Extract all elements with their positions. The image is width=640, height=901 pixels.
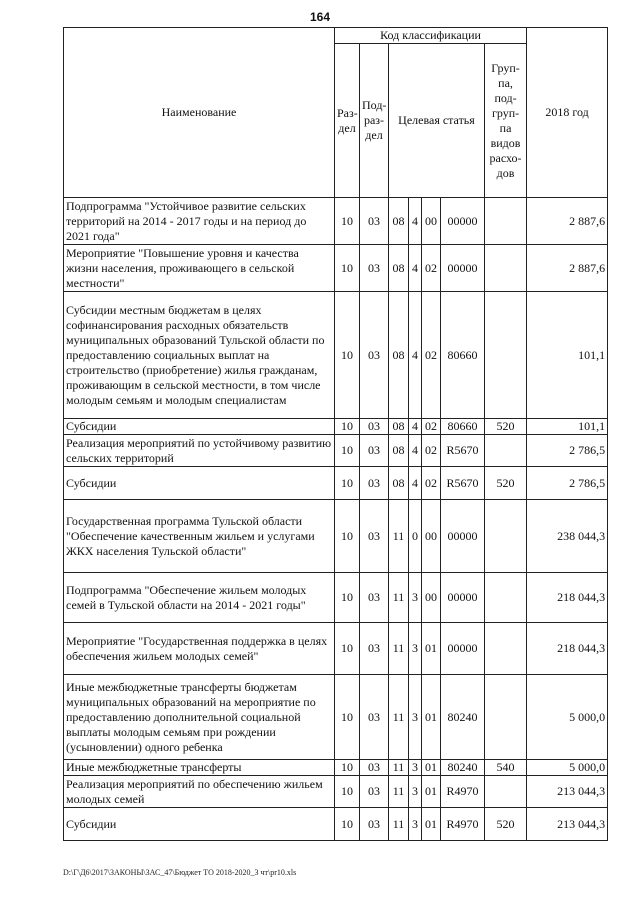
row-razdel: 10 [335,623,360,675]
row-group: 520 [485,808,527,841]
row-target-subprogram: 4 [409,467,422,500]
row-target-direction: 00000 [441,500,485,573]
header-razdel: Раз- дел [335,44,360,198]
row-group [485,776,527,808]
table-row [64,675,608,760]
row-razdel: 10 [335,467,360,500]
row-razdel: 10 [335,435,360,467]
row-amount-2018: 2 786,5 [527,435,608,467]
row-target-program: 11 [389,776,409,808]
row-target-measure: 02 [422,419,441,435]
row-podrazdel: 03 [360,467,389,500]
table-row [64,467,608,500]
row-target-program: 08 [389,467,409,500]
row-target-measure: 02 [422,467,441,500]
row-podrazdel: 03 [360,760,389,776]
row-target-measure: 02 [422,245,441,292]
row-amount-2018: 213 044,3 [527,776,608,808]
row-target-direction: 00000 [441,573,485,623]
row-podrazdel: 03 [360,198,389,245]
row-target-subprogram: 4 [409,245,422,292]
row-amount-2018: 218 044,3 [527,573,608,623]
row-razdel: 10 [335,675,360,760]
row-target-measure: 01 [422,623,441,675]
row-target-subprogram: 4 [409,292,422,419]
row-name: Мероприятие "Повышение уровня и качества жизни населения, проживающего в сельской местности" [64,245,335,292]
row-razdel: 10 [335,292,360,419]
row-podrazdel: 03 [360,808,389,841]
row-target-subprogram: 3 [409,760,422,776]
row-group: 540 [485,760,527,776]
table-row [64,198,608,245]
row-target-direction: 80240 [441,675,485,760]
row-target-direction: 00000 [441,623,485,675]
budget-table [63,27,608,841]
header-name: Наименование [64,28,335,198]
page-number: 164 [309,10,331,24]
row-group [485,573,527,623]
row-amount-2018: 218 044,3 [527,623,608,675]
header-target: Целевая статья [389,44,485,198]
row-podrazdel: 03 [360,675,389,760]
row-amount-2018: 2 887,6 [527,198,608,245]
table-row [64,776,608,808]
file-path-footer: D:\Г\Д6\2017\ЗАКОНЫ\ЗАС_47\Бюджет ТО 2018-2020_3 чт\pr10.xls [63,868,297,877]
header-year: 2018 год [527,28,608,198]
table-row [64,760,608,776]
row-target-program: 11 [389,500,409,573]
row-target-subprogram: 4 [409,435,422,467]
row-group [485,675,527,760]
row-target-measure: 02 [422,292,441,419]
row-target-program: 11 [389,808,409,841]
row-razdel: 10 [335,198,360,245]
row-podrazdel: 03 [360,419,389,435]
row-target-program: 11 [389,675,409,760]
row-target-subprogram: 3 [409,675,422,760]
row-target-program: 08 [389,198,409,245]
row-target-subprogram: 3 [409,623,422,675]
row-target-measure: 01 [422,675,441,760]
row-amount-2018: 2 786,5 [527,467,608,500]
row-target-direction: R4970 [441,808,485,841]
row-name: Иные межбюджетные трансферты бюджетам муниципальных образований на мероприятие по предоставлению дополнительной социальной выплаты молодым семьям при рождении (усыновлении) одного ребенка [64,675,335,760]
row-target-subprogram: 0 [409,500,422,573]
table-row [64,500,608,573]
row-razdel: 10 [335,245,360,292]
table-row [64,573,608,623]
row-target-measure: 02 [422,435,441,467]
row-target-measure: 01 [422,776,441,808]
table-row [64,808,608,841]
row-podrazdel: 03 [360,776,389,808]
row-amount-2018: 213 044,3 [527,808,608,841]
row-target-subprogram: 4 [409,198,422,245]
row-target-direction: 80660 [441,419,485,435]
row-name: Иные межбюджетные трансферты [64,760,335,776]
row-group [485,245,527,292]
row-target-subprogram: 3 [409,808,422,841]
row-target-direction: R5670 [441,435,485,467]
table-row [64,623,608,675]
row-name: Субсидии [64,808,335,841]
row-group: 520 [485,467,527,500]
row-group [485,198,527,245]
row-razdel: 10 [335,500,360,573]
row-name: Субсидии местным бюджетам в целях софинансирования расходных обязательств муниципальных образований Тульской области по предоставлению социальных выплат на строительство (приобретение) жилья гражданам, проживающим в сельской местности, в том числе молодым семьям и молодым специалистам [64,292,335,419]
row-amount-2018: 238 044,3 [527,500,608,573]
row-amount-2018: 2 887,6 [527,245,608,292]
row-razdel: 10 [335,760,360,776]
row-target-direction: 80240 [441,760,485,776]
row-amount-2018: 101,1 [527,419,608,435]
row-podrazdel: 03 [360,245,389,292]
row-target-direction: 80660 [441,292,485,419]
row-group [485,500,527,573]
row-podrazdel: 03 [360,623,389,675]
row-name: Подпрограмма "Устойчивое развитие сельских территорий на 2014 - 2017 годы и на период до 2021 года" [64,198,335,245]
row-razdel: 10 [335,808,360,841]
row-target-program: 11 [389,573,409,623]
row-amount-2018: 5 000,0 [527,675,608,760]
row-target-program: 08 [389,292,409,419]
header-podrazdel: Под- раз- дел [360,44,389,198]
row-target-program: 11 [389,623,409,675]
header-group: Груп- па, под- груп- па видов расхо- дов [485,44,527,198]
row-target-program: 08 [389,419,409,435]
row-name: Государственная программа Тульской области "Обеспечение качественным жильем и услугами ЖКХ населения Тульской области" [64,500,335,573]
row-podrazdel: 03 [360,573,389,623]
row-name: Субсидии [64,419,335,435]
row-podrazdel: 03 [360,292,389,419]
row-razdel: 10 [335,573,360,623]
row-target-measure: 01 [422,808,441,841]
row-group: 520 [485,419,527,435]
row-name: Подпрограмма "Обеспечение жильем молодых семей в Тульской области на 2014 - 2021 годы" [64,573,335,623]
row-target-measure: 00 [422,198,441,245]
row-target-direction: 00000 [441,198,485,245]
row-razdel: 10 [335,776,360,808]
table-row [64,435,608,467]
row-target-program: 08 [389,245,409,292]
row-target-subprogram: 4 [409,419,422,435]
row-name: Мероприятие "Государственная поддержка в целях обеспечения жильем молодых семей" [64,623,335,675]
row-target-subprogram: 3 [409,573,422,623]
row-target-direction: 00000 [441,245,485,292]
row-target-direction: R4970 [441,776,485,808]
row-group [485,435,527,467]
row-target-subprogram: 3 [409,776,422,808]
row-name: Реализация мероприятий по обеспечению жильем молодых семей [64,776,335,808]
row-target-program: 11 [389,760,409,776]
row-name: Субсидии [64,467,335,500]
row-target-measure: 01 [422,760,441,776]
row-amount-2018: 5 000,0 [527,760,608,776]
row-podrazdel: 03 [360,500,389,573]
row-target-program: 08 [389,435,409,467]
row-target-direction: R5670 [441,467,485,500]
row-group [485,623,527,675]
row-target-measure: 00 [422,573,441,623]
table-row [64,419,608,435]
row-podrazdel: 03 [360,435,389,467]
row-group [485,292,527,419]
row-target-measure: 00 [422,500,441,573]
header-code: Код классификации [335,28,527,44]
table-row [64,292,608,419]
row-amount-2018: 101,1 [527,292,608,419]
row-razdel: 10 [335,419,360,435]
row-name: Реализация мероприятий по устойчивому развитию сельских территорий [64,435,335,467]
table-row [64,245,608,292]
